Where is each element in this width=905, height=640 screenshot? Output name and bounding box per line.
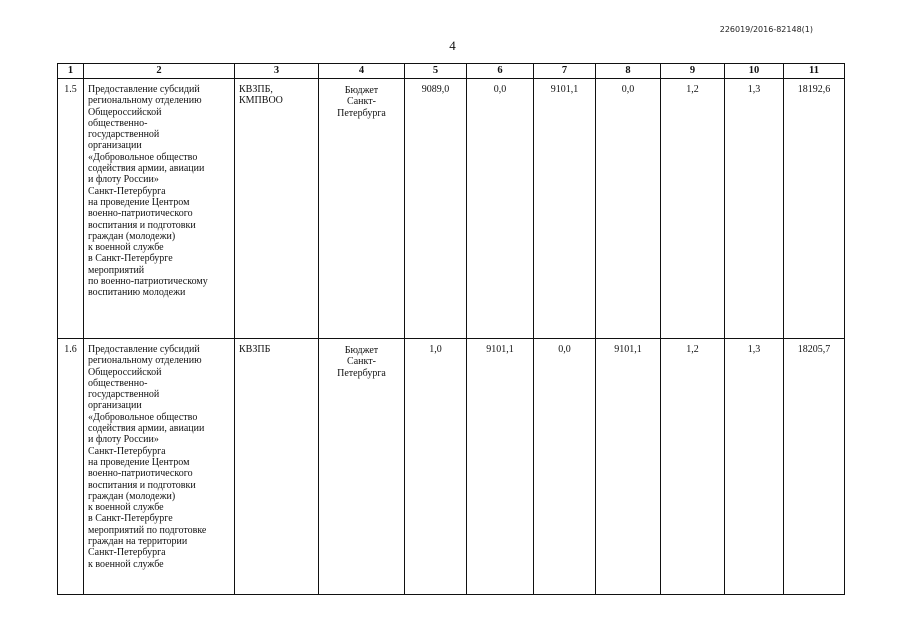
cell-text-line: Санкт-Петербурга [88,445,166,457]
value-col-9: 1,2 [661,79,725,339]
item-description [84,79,235,339]
cell-text-line: организации [88,400,142,412]
cell-text-line: и флоту России» [88,174,159,186]
cell-text-line: Санкт- [347,356,376,368]
column-header: 1 [58,64,84,79]
item-number: 1.6 [58,339,84,595]
cell-text-line: государственной [88,389,160,401]
value-col-10: 1,3 [725,79,784,339]
item-executor [235,79,319,339]
item-number: 1.5 [58,79,84,339]
cell-text-line: Бюджет [344,85,379,96]
cell-text-line: граждан (молодежи) [88,230,176,242]
cell-text-line: Петербурга [337,107,386,119]
cell-text-line: Петербурга [337,367,386,379]
cell-text-line: общественно- [88,377,148,389]
cell-text-line: граждан (молодежи) [88,490,176,502]
cell-text-line: воспитания и подготовки [88,479,196,491]
column-header: 10 [725,64,784,79]
table-header-row [58,64,845,79]
table-row [58,79,845,339]
page-number: 4 [449,38,456,53]
cell-text-line: по военно-патриотическому [88,276,208,288]
cell-text-line: воспитания и подготовки [88,219,196,231]
value-col-11: 18205,7 [784,339,845,595]
column-header: 8 [596,64,661,79]
column-header: 2 [84,64,235,79]
column-header: 11 [784,64,845,79]
cell-text-line: военно-патриотического [88,468,193,480]
cell-text-line: КМПВОО [239,95,283,107]
column-header: 7 [534,64,596,79]
cell-text-line: и флоту России» [88,434,159,446]
cell-text-line: Общероссийской [88,106,162,118]
item-funding-source [319,339,405,595]
value-col-8: 9101,1 [596,339,661,595]
cell-text-line: мероприятий [88,264,145,276]
cell-text-line: КВЗПБ [239,344,271,355]
cell-text-line: на проведение Центром [88,196,190,208]
cell-text-line: граждан на территории [88,536,188,548]
cell-text-line: Санкт-Петербурга [88,185,166,197]
cell-text-line: мероприятий по подготовке [88,524,207,536]
value-col-11: 18192,6 [784,79,845,339]
cell-text-line: Санкт- [347,96,376,108]
value-col-5: 9089,0 [405,79,467,339]
column-header: 5 [405,64,467,79]
value-col-5: 1,0 [405,339,467,595]
cell-text-line: региональному отделению [88,95,202,107]
value-col-7: 9101,1 [534,79,596,339]
table-row [58,339,845,595]
item-description [84,339,235,595]
cell-text-line: в Санкт-Петербурге [88,513,173,525]
value-col-6: 9101,1 [467,339,534,595]
cell-text-line: Предоставление субсидий [88,84,200,95]
cell-text-line: к военной службе [88,242,164,254]
cell-text-line: к военной службе [88,502,164,514]
program-table [57,63,845,595]
cell-text-line: КВЗПБ, [239,84,273,95]
value-col-9: 1,2 [661,339,725,595]
cell-text-line: в Санкт-Петербурге [88,253,173,265]
cell-text-line: Бюджет [344,345,379,356]
item-funding-source [319,79,405,339]
cell-text-line: содействия армии, авиации [88,163,205,175]
document-number: 226019/2016-82148(1) [719,25,813,34]
value-col-10: 1,3 [725,339,784,595]
cell-text-line: содействия армии, авиации [88,423,205,435]
column-header: 9 [661,64,725,79]
cell-text-line: на проведение Центром [88,456,190,468]
cell-text-line: «Добровольное общество [88,151,198,163]
value-col-6: 0,0 [467,79,534,339]
value-col-7: 0,0 [534,339,596,595]
value-col-8: 0,0 [596,79,661,339]
column-header: 3 [235,64,319,79]
cell-text-line: к военной службе [88,558,164,570]
item-executor [235,339,319,595]
cell-text-line: Санкт-Петербурга [88,547,166,559]
cell-text-line: региональному отделению [88,355,202,367]
cell-text-line: Предоставление субсидий [88,344,200,355]
cell-text-line: государственной [88,129,160,141]
column-header: 4 [319,64,405,79]
cell-text-line: Общероссийской [88,366,162,378]
cell-text-line: организации [88,140,142,152]
column-header: 6 [467,64,534,79]
cell-text-line: общественно- [88,117,148,129]
cell-text-line: военно-патриотического [88,208,193,220]
cell-text-line: воспитанию молодежи [88,287,186,299]
cell-text-line: «Добровольное общество [88,411,198,423]
